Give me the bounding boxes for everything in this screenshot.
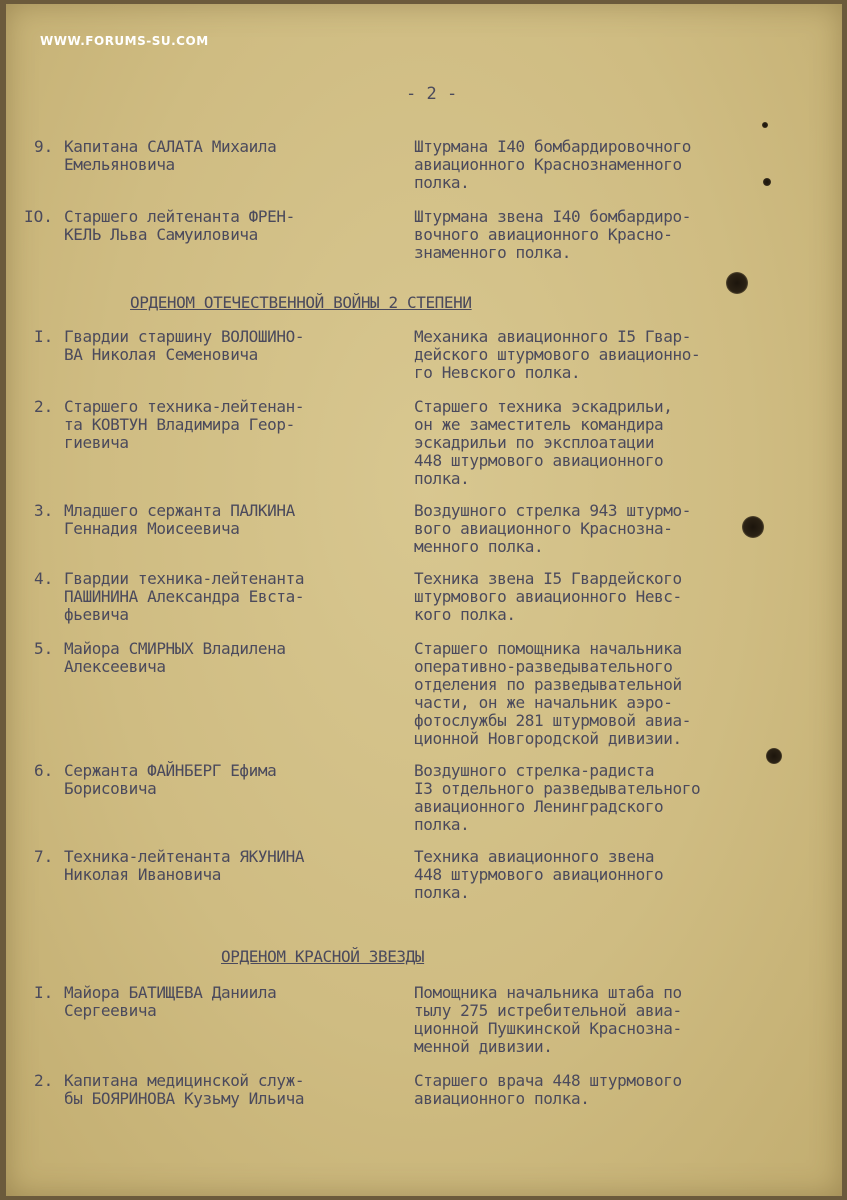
document-page <box>6 4 842 1196</box>
ink-blot <box>763 178 771 186</box>
entry-number: 9. <box>34 137 54 156</box>
entry-position-line: вочного авиационного Красно- <box>414 225 673 244</box>
entry-name-line: Старшего лейтенанта ФРЕН- <box>64 207 295 226</box>
entry-position-line: авиационного Краснознаменного <box>414 155 682 174</box>
entry-name-line: КЕЛЬ Льва Самуиловича <box>64 225 258 244</box>
entry-name-line: бы БОЯРИНОВА Кузьму Ильича <box>64 1089 305 1108</box>
entry-name-line: Майора БАТИЩЕВА Даниила <box>64 983 277 1002</box>
entry-position-line: полка. <box>414 173 470 192</box>
entry-position-line: авиационного полка. <box>414 1089 590 1108</box>
entry-name-line: Алексеевича <box>64 657 166 676</box>
section-heading: ОРДЕНОМ ОТЕЧЕСТВЕННОЙ ВОЙНЫ 2 СТЕПЕНИ <box>130 293 472 312</box>
entry-position-line: эскадрильи по эксплоатации <box>414 433 655 452</box>
entry-position-line: Воздушного стрелка 943 штурмо- <box>414 501 691 520</box>
entry-position-line: он же заместитель командира <box>414 415 664 434</box>
entry-position-line: кого полка. <box>414 605 516 624</box>
entry-position-line: I3 отдельного разведывательного <box>414 779 701 798</box>
entry-name-line: Майора СМИРНЫХ Владилена <box>64 639 286 658</box>
entry-number: I. <box>34 983 54 1002</box>
entry-name-line: фьевича <box>64 605 129 624</box>
entry-name-line: Емельяновича <box>64 155 175 174</box>
entry-number: 3. <box>34 501 54 520</box>
entry-name-line: Геннадия Моисеевича <box>64 519 240 538</box>
entry-name-line: Капитана медицинской служ- <box>64 1071 305 1090</box>
entry-position-line: 448 штурмового авиационного <box>414 451 664 470</box>
entry-name-line: Сергеевича <box>64 1001 157 1020</box>
entry-position-line: менного полка. <box>414 537 544 556</box>
entry-name-line: Гвардии старшину ВОЛОШИНО- <box>64 327 305 346</box>
entry-number: 5. <box>34 639 54 658</box>
entry-position-line: Техника звена I5 Гвардейского <box>414 569 682 588</box>
entry-name-line: Капитана САЛАТА Михаила <box>64 137 277 156</box>
entry-position-line: полка. <box>414 815 470 834</box>
entry-number: 2. <box>34 1071 54 1090</box>
entry-position-line: фотослужбы 281 штурмовой авиа- <box>414 711 691 730</box>
entry-position-line: менной дивизии. <box>414 1037 553 1056</box>
entry-position-line: штурмового авиационного Невс- <box>414 587 682 606</box>
section-heading: ОРДЕНОМ КРАСНОЙ ЗВЕЗДЫ <box>221 947 425 966</box>
entry-position-line: 448 штурмового авиационного <box>414 865 664 884</box>
entry-name-line: Старшего техника-лейтенан- <box>64 397 305 416</box>
entry-number: 7. <box>34 847 54 866</box>
page-number: - 2 - <box>406 84 458 104</box>
entry-position-line: Старшего врача 448 штурмового <box>414 1071 682 1090</box>
entry-position-line: дейского штурмового авиационно- <box>414 345 701 364</box>
watermark: WWW.FORUMS-SU.COM <box>40 34 209 48</box>
entry-name-line: ПАШИНИНА Александра Евста- <box>64 587 305 606</box>
entry-position-line: тылу 275 истребительной авиа- <box>414 1001 682 1020</box>
entry-position-line: авиационного Ленинградского <box>414 797 664 816</box>
entry-name-line: Младшего сержанта ПАЛКИНА <box>64 501 295 520</box>
entry-name-line: ВА Николая Семеновича <box>64 345 258 364</box>
entry-position-line: полка. <box>414 883 470 902</box>
entry-position-line: Помощника начальника штаба по <box>414 983 682 1002</box>
entry-position-line: Старшего техника эскадрильи, <box>414 397 673 416</box>
entry-number: 2. <box>34 397 54 416</box>
entry-position-line: полка. <box>414 469 470 488</box>
entry-position-line: Штурмана звена I40 бомбардиро- <box>414 207 691 226</box>
ink-blot <box>766 748 782 764</box>
ink-blot <box>726 272 748 294</box>
entry-name-line: та КОВТУН Владимира Геор- <box>64 415 295 434</box>
entry-number: I. <box>34 327 54 346</box>
entry-position-line: ционной Пушкинской Краснозна- <box>414 1019 682 1038</box>
entry-position-line: части, он же начальник аэро- <box>414 693 673 712</box>
entry-name-line: Техника-лейтенанта ЯКУНИНА <box>64 847 305 866</box>
entry-position-line: го Невского полка. <box>414 363 581 382</box>
entry-position-line: знаменного полка. <box>414 243 571 262</box>
entry-position-line: вого авиационного Краснозна- <box>414 519 673 538</box>
entry-position-line: Штурмана I40 бомбардировочного <box>414 137 691 156</box>
entry-position-line: оперативно-разведывательного <box>414 657 673 676</box>
entry-name-line: Борисовича <box>64 779 157 798</box>
entry-position-line: ционной Новгородской дивизии. <box>414 729 682 748</box>
entry-position-line: Техника авиационного звена <box>414 847 655 866</box>
entry-name-line: Гвардии техника-лейтенанта <box>64 569 305 588</box>
entry-name-line: гиевича <box>64 433 129 452</box>
entry-number: IO. <box>24 207 53 226</box>
entry-position-line: Воздушного стрелка-радиста <box>414 761 655 780</box>
entry-number: 4. <box>34 569 54 588</box>
entry-position-line: Старшего помощника начальника <box>414 639 682 658</box>
entry-position-line: отделения по разведывательной <box>414 675 682 694</box>
entry-position-line: Механика авиационного I5 Гвар- <box>414 327 691 346</box>
ink-blot <box>762 122 768 128</box>
ink-blot <box>742 516 764 538</box>
entry-number: 6. <box>34 761 54 780</box>
entry-name-line: Николая Ивановича <box>64 865 221 884</box>
entry-name-line: Сержанта ФАЙНБЕРГ Ефима <box>64 761 277 780</box>
